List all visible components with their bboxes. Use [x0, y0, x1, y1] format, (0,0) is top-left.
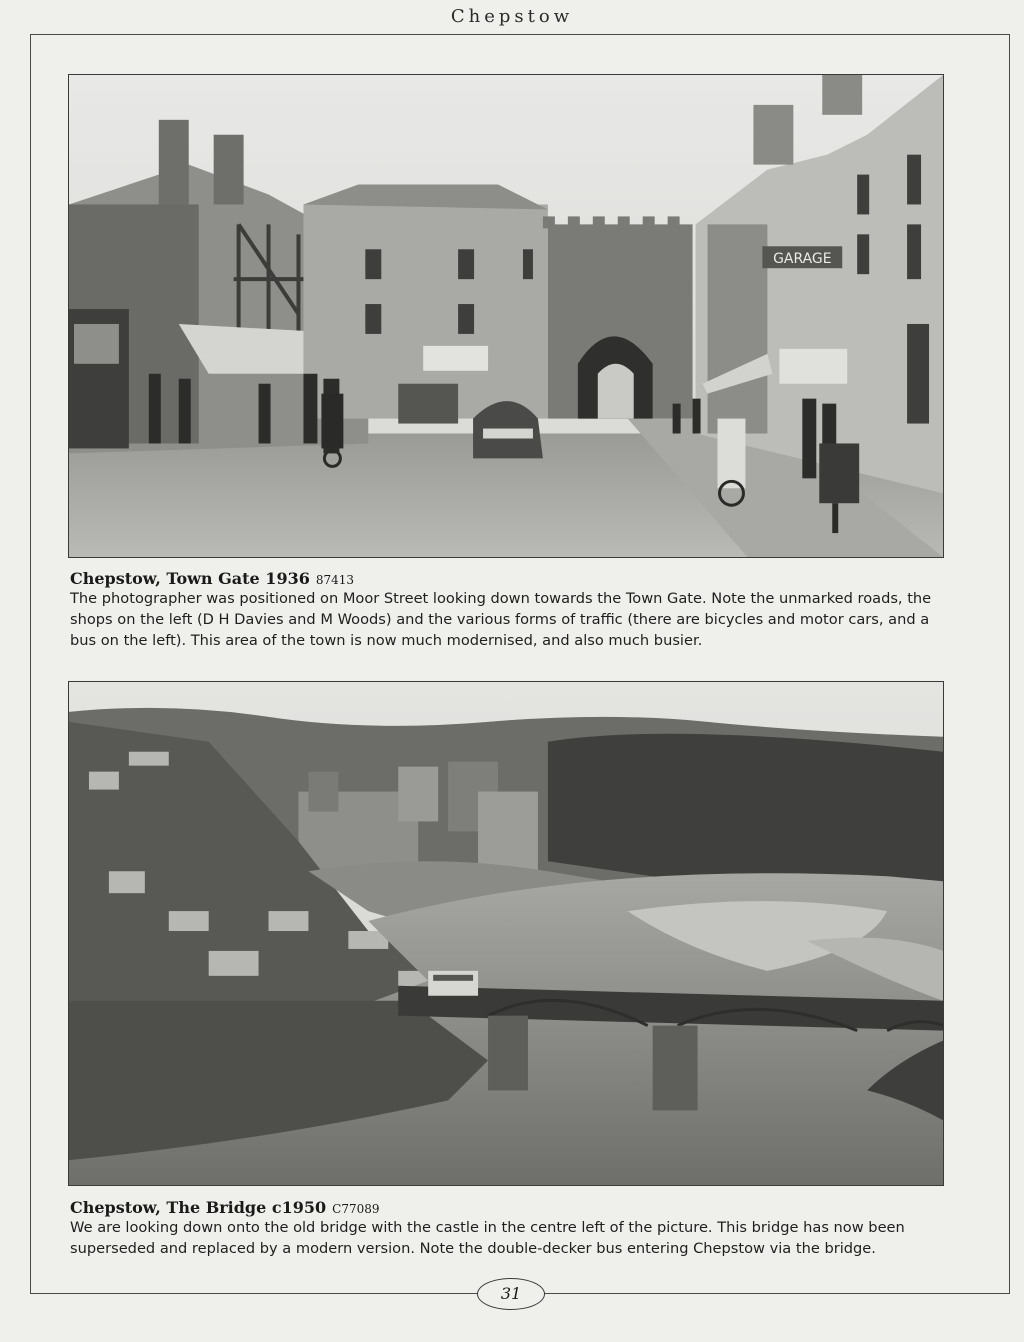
photo-title: Chepstow, The Bridge c1950 [70, 1198, 327, 1217]
running-head: Chepstow [450, 6, 574, 27]
town-gate-photo [68, 74, 944, 558]
photo-reference: C77089 [332, 1202, 380, 1216]
caption-town-gate [70, 569, 950, 651]
photo-title: Chepstow, Town Gate 1936 [70, 569, 310, 588]
photo-description: We are looking down onto the old bridge with the castle in the centre left of the picture. This bridge has now been superseded and replaced by a modern version. Note the double-decker bus entering Chepstow via the bridge. [70, 1219, 905, 1257]
photo-description: The photographer was positioned on Moor Street looking down towards the Town Gate. Note the unmarked roads, the shops on the left (D H Davies and M Woods) and the various forms of traffic (there are bicycles and motor cars, and a bus on the left). This area of the town is now much modernised, and also much busier. [70, 590, 932, 649]
page-number: 31 [477, 1278, 545, 1310]
photo-reference: 87413 [315, 573, 355, 587]
caption-bridge [70, 1198, 950, 1259]
bridge-photo [68, 681, 944, 1186]
garage-sign: GARAGE [773, 251, 832, 268]
